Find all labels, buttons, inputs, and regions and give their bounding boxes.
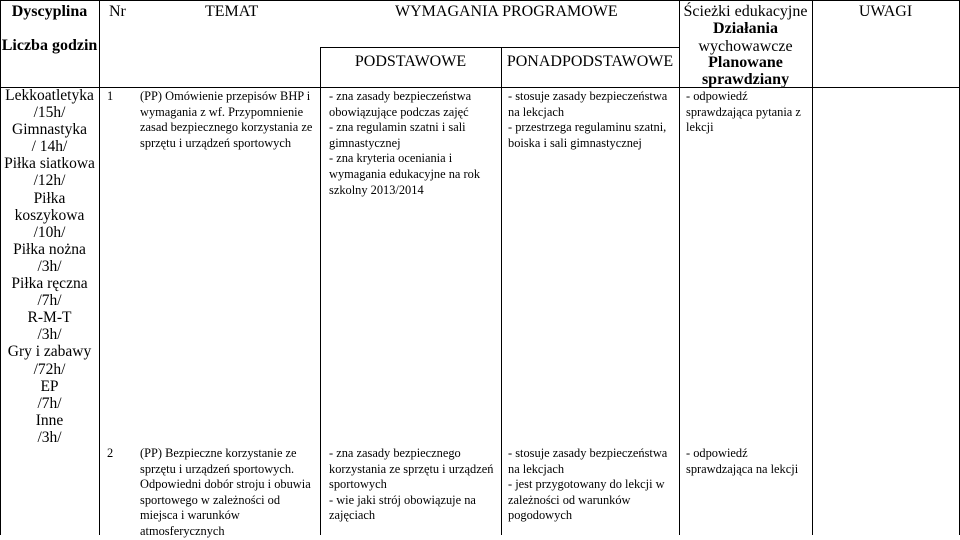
planowane-line: sprawdzająca pytania z bbox=[686, 104, 801, 119]
discipline-line: koszykowa bbox=[14, 206, 85, 224]
ponad-line: - przestrzega regulaminu szatni, bbox=[508, 120, 667, 135]
header-ponadpodstawowe: PONADPODSTAWOWE bbox=[506, 53, 674, 70]
discipline-line: /12h/ bbox=[33, 172, 66, 190]
temat-line: sprzętu i urządzeń sportowych bbox=[140, 135, 292, 150]
ponad-line: na lekcjach bbox=[508, 104, 565, 119]
temat-line: miejsca i warunków bbox=[140, 508, 240, 523]
temat-line: (PP) Omówienie przepisów BHP i bbox=[140, 89, 311, 103]
planowane-line: lekcji bbox=[686, 120, 714, 135]
row-2-ponadpodstawowe bbox=[508, 446, 667, 524]
header-sciezki: Ścieżki edukacyjne bbox=[683, 3, 808, 20]
discipline-line: Inne bbox=[35, 411, 64, 429]
header-uwagi: UWAGI bbox=[858, 3, 913, 20]
discipline-line: /15h/ bbox=[33, 104, 66, 122]
podstawowe-line: - zna kryteria oceniania i bbox=[329, 151, 453, 166]
discipline-line: /7h/ bbox=[37, 394, 62, 412]
podstawowe-line: obowiązujące podczas zajęć bbox=[329, 104, 469, 119]
podstawowe-line: zajęciach bbox=[329, 508, 376, 523]
discipline-line: /72h/ bbox=[33, 360, 66, 378]
podstawowe-line: - zna zasady bezpiecznego bbox=[329, 446, 461, 460]
row-2-nr: 2 bbox=[107, 446, 114, 460]
planowane-line: sprawdzająca na lekcji bbox=[686, 461, 799, 476]
ponad-line: na lekcjach bbox=[508, 461, 565, 476]
discipline-line: /3h/ bbox=[37, 428, 62, 446]
discipline-line: /7h/ bbox=[37, 292, 62, 310]
podstawowe-line: - zna zasady bezpieczeństwa bbox=[329, 89, 472, 103]
discipline-list bbox=[0, 87, 99, 446]
header-planowane: Planowane bbox=[708, 54, 783, 71]
row-2-temat bbox=[140, 446, 311, 540]
podstawowe-line: wymagania edukacyjne na rok bbox=[329, 166, 481, 181]
podstawowe-line: - zna regulamin szatni i sali bbox=[329, 120, 466, 135]
discipline-line: /3h/ bbox=[37, 326, 62, 344]
planowane-line: - odpowiedź bbox=[686, 446, 748, 460]
header-dzialania: Działania bbox=[713, 20, 778, 37]
header-dyscyplina: Dyscyplina bbox=[11, 3, 88, 20]
ponad-line: - jest przygotowany do lekcji w bbox=[508, 477, 665, 492]
row-1-temat bbox=[140, 89, 312, 151]
discipline-line: /3h/ bbox=[37, 257, 62, 275]
temat-line: (PP) Bezpieczne korzystanie ze bbox=[140, 446, 297, 460]
podstawowe-line: sportowych bbox=[329, 477, 387, 492]
column-divider bbox=[812, 0, 813, 535]
row-1-ponadpodstawowe bbox=[508, 89, 667, 151]
ponad-line: pogodowych bbox=[508, 508, 573, 523]
header-liczba-godzin: Liczba godzin bbox=[1, 37, 98, 54]
podstawowe-line: - wie jaki strój obowiązuje na bbox=[329, 492, 476, 507]
column-divider bbox=[99, 0, 100, 535]
table-border-top bbox=[0, 0, 960, 1]
temat-line: zasad bezpiecznego korzystania ze bbox=[140, 120, 313, 135]
header-sprawdziany: sprawdziany bbox=[701, 71, 790, 88]
discipline-line: Piłka ręczna bbox=[11, 275, 88, 293]
discipline-line: Lekkoatletyka bbox=[5, 87, 94, 104]
temat-line: atmosferycznych bbox=[140, 523, 225, 538]
header-nr: Nr bbox=[109, 3, 126, 20]
discipline-line: / 14h/ bbox=[31, 138, 68, 156]
discipline-line: Piłka bbox=[33, 189, 66, 207]
discipline-line: Gry i zabawy bbox=[7, 343, 92, 361]
temat-line: wymagania z wf. Przypomnienie bbox=[140, 104, 304, 119]
ponad-line: zależności od warunków bbox=[508, 492, 631, 507]
column-divider bbox=[320, 47, 321, 535]
podstawowe-line: szkolny 2013/2014 bbox=[329, 182, 424, 197]
temat-line: sprzętu i urządzeń sportowych. bbox=[140, 461, 295, 476]
discipline-line: Gimnastyka bbox=[12, 121, 87, 139]
subheader-divider bbox=[320, 47, 679, 48]
row-2-podstawowe bbox=[329, 446, 493, 524]
podstawowe-line: gimnastycznej bbox=[329, 135, 401, 150]
header-wymagania: WYMAGANIA PROGRAMOWE bbox=[395, 3, 618, 20]
temat-line: sportowego w zależności od bbox=[140, 492, 281, 507]
ponad-line: boiska i sali gimnastycznej bbox=[508, 135, 642, 150]
temat-line: Odpowiedni dobór stroju i obuwia bbox=[140, 477, 311, 492]
discipline-line: Piłka nożna bbox=[13, 240, 86, 258]
discipline-line: EP bbox=[40, 377, 59, 395]
row-1-planowane bbox=[686, 89, 801, 136]
row-1-nr: 1 bbox=[107, 89, 114, 103]
row-1-podstawowe bbox=[329, 89, 480, 198]
header-divider bbox=[0, 87, 960, 88]
ponad-line: - stosuje zasady bezpieczeństwa bbox=[508, 89, 668, 103]
discipline-line: Piłka siatkowa bbox=[4, 155, 95, 173]
header-wychowawcze: wychowawcze bbox=[698, 38, 793, 55]
header-temat: TEMAT bbox=[205, 3, 259, 20]
discipline-line: R-M-T bbox=[27, 309, 72, 327]
discipline-line: /10h/ bbox=[33, 223, 66, 241]
row-2-planowane bbox=[686, 446, 798, 477]
ponad-line: - stosuje zasady bezpieczeństwa bbox=[508, 446, 668, 460]
planowane-line: - odpowiedź bbox=[686, 89, 748, 103]
header-podstawowe: PODSTAWOWE bbox=[354, 53, 467, 70]
column-divider bbox=[501, 47, 502, 535]
podstawowe-line: korzystania ze sprzętu i urządzeń bbox=[329, 461, 494, 476]
